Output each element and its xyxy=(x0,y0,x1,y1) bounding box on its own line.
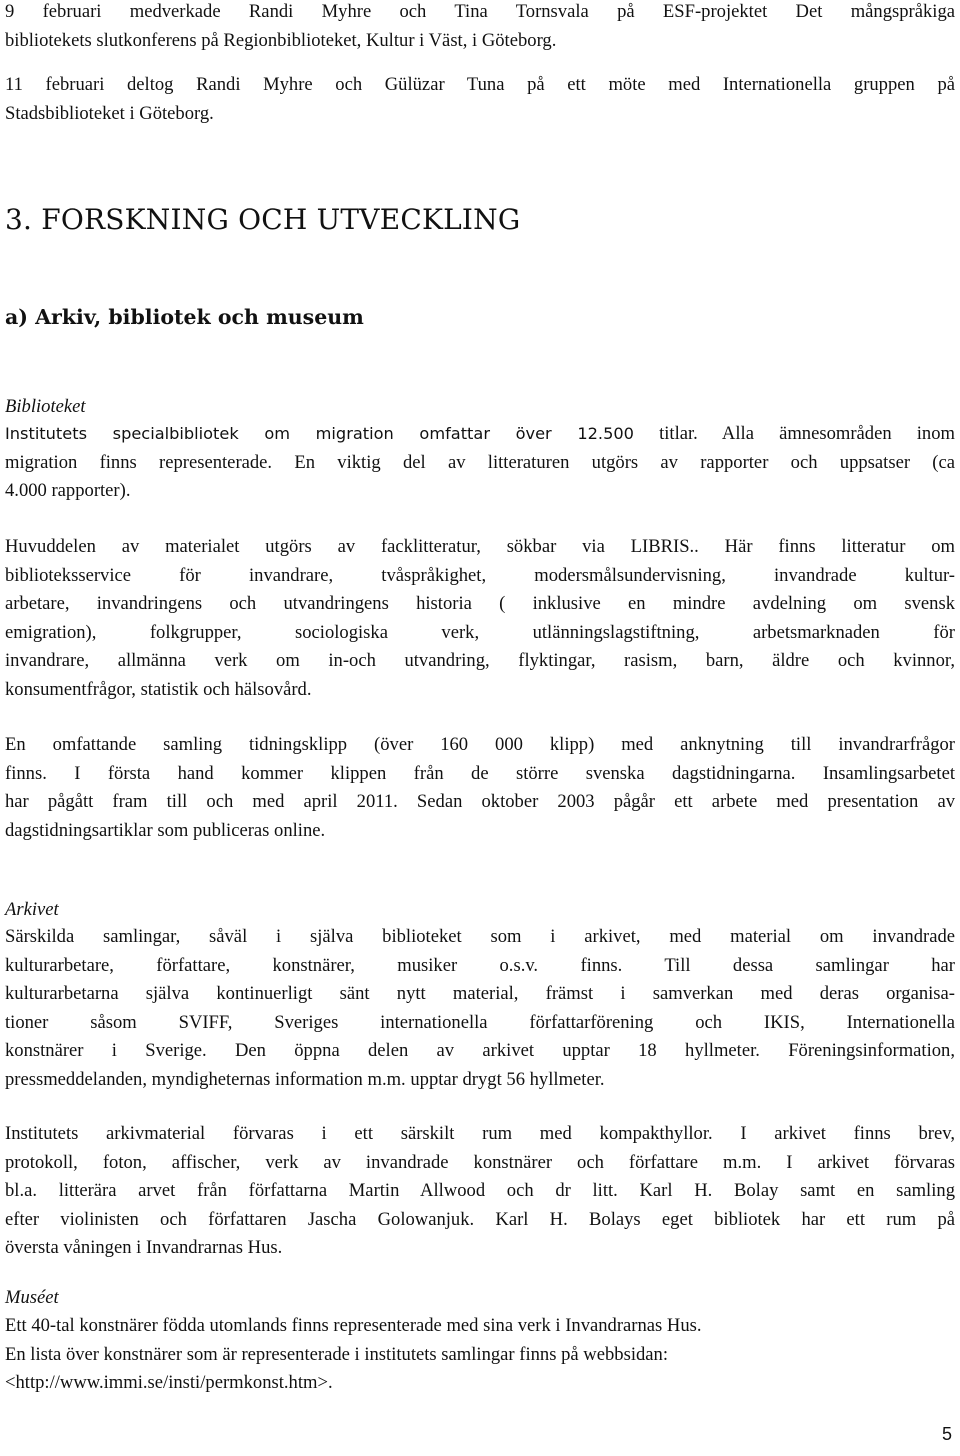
text-line: kulturarbetare, författare, konstnärer, musiker o.s.v. finns. Till dessa samlingar har xyxy=(5,954,955,976)
text-line: bl.a. litterära arvet från författarna Martin Allwood och dr litt. Karl H. Bolay samt en samling xyxy=(5,1180,955,1202)
text-line: 11 februari deltog Randi Myhre och Gülüzar Tuna på ett möte med Internationella gruppen på xyxy=(5,74,955,95)
text-line: pressmeddelanden, myndigheternas information m.m. upptar drygt 56 hyllmeter. xyxy=(5,1068,605,1090)
text-line: tioner såsom SVIFF, Sveriges internationella författarförening och IKIS, Internationella xyxy=(5,1011,955,1033)
page-number: 5 xyxy=(941,1424,952,1444)
arkivet-paragraph-1 xyxy=(5,923,955,1095)
text-line: Särskilda samlingar, såväl i själva biblioteket som i arkivet, med material om invandrade xyxy=(5,926,955,947)
text-line: efter violinisten och författaren Jascha Golowanjuk. Karl H. Bolays eget bibliotek har ett rum på xyxy=(5,1208,955,1230)
text-line: finns. I första hand kommer klippen från de större svenska dagstidningarna. Insamlingsarbetet xyxy=(5,762,955,784)
subsection-heading: a) Arkiv, bibliotek och museum xyxy=(5,305,364,329)
museet-label: Muséet xyxy=(5,1287,59,1308)
text-line: Stadsbiblioteket i Göteborg. xyxy=(5,102,214,124)
text-line: 4.000 rapporter). xyxy=(5,480,131,502)
biblioteket-paragraph-2 xyxy=(5,533,955,705)
text-line: En omfattande samling tidningsklipp (över 160 000 klipp) med anknytning till invandrarfrågor xyxy=(5,734,955,755)
text-line: emigration), folkgrupper, sociologiska verk, utlänningslagstiftning, arbetsmarknaden för xyxy=(5,621,955,643)
text-line xyxy=(5,420,955,449)
text-line: Institutets arkivmaterial förvaras i ett särskilt rum med kompakthyllor. I arkivet finns brev, xyxy=(5,1123,955,1144)
text-line: Huvuddelen av materialet utgörs av facklitteratur, sökbar via LIBRIS.. Här finns litteratur om xyxy=(5,536,955,557)
biblioteket-paragraph-1 xyxy=(5,420,955,506)
intro-paragraph-1 xyxy=(5,0,955,55)
text-span-sans: Institutets specialbibliotek om migration omfattar över 12.500 xyxy=(5,424,634,443)
text-line: kulturarbetarna själva kontinuerligt sänt nytt material, främst i samverkan med deras organisa- xyxy=(5,983,955,1005)
arkivet-paragraph-2 xyxy=(5,1120,955,1263)
biblioteket-paragraph-3 xyxy=(5,731,955,845)
text-line: En lista över konstnärer som är representerade i institutets samlingar finns på webbsidan: xyxy=(5,1343,668,1365)
text-line: invandrare, allmänna verk om in-och utvandring, flyktingar, rasism, barn, äldre och kvinnor, xyxy=(5,650,955,672)
text-line: dagstidningsartiklar som publiceras online. xyxy=(5,819,326,841)
intro-paragraph-2 xyxy=(5,71,955,128)
text-line: bibliotekets slutkonferens på Regionbiblioteket, Kultur i Väst, i Göteborg. xyxy=(5,29,557,51)
text-span: titlar. Alla ämnesområden inom xyxy=(633,423,955,444)
text-line: konsumentfrågor, statistik och hälsovård. xyxy=(5,678,312,700)
text-line: biblioteksservice för invandrare, tvåspråkighet, modersmålsundervisning, invandrade kultur- xyxy=(5,564,955,586)
biblioteket-label: Biblioteket xyxy=(5,396,86,417)
museet-paragraph-1 xyxy=(5,1312,955,1398)
text-line: protokoll, foton, affischer, verk av invandrade konstnärer och författare m.m. I arkivet förvaras xyxy=(5,1151,955,1173)
text-line: konstnärer i Sverige. Den öppna delen av arkivet upptar 18 hyllmeter. Föreningsinformation, xyxy=(5,1040,955,1062)
arkivet-label: Arkivet xyxy=(5,899,59,920)
text-line: arbetare, invandringens och utvandringens historia ( inklusive en mindre avdelning om svensk xyxy=(5,593,955,615)
text-line: har pågått fram till och med april 2011. Sedan oktober 2003 pågår ett arbete med presentation av xyxy=(5,791,955,813)
text-line: migration finns representerade. En viktig del av litteraturen utgörs av rapporter och uppsatser (ca xyxy=(5,451,955,473)
text-line: Ett 40-tal konstnärer födda utomlands finns representerade med sina verk i Invandrarnas Hus. xyxy=(5,1315,702,1336)
url-text: <http://www.immi.se/insti/permkonst.htm>. xyxy=(5,1372,333,1394)
text-line: översta våningen i Invandrarnas Hus. xyxy=(5,1237,283,1259)
text-line: 9 februari medverkade Randi Myhre och Tina Tornsvala på ESF-projektet Det mångspråkiga xyxy=(5,1,955,22)
section-heading: 3. FORSKNING OCH UTVECKLING xyxy=(5,203,521,236)
